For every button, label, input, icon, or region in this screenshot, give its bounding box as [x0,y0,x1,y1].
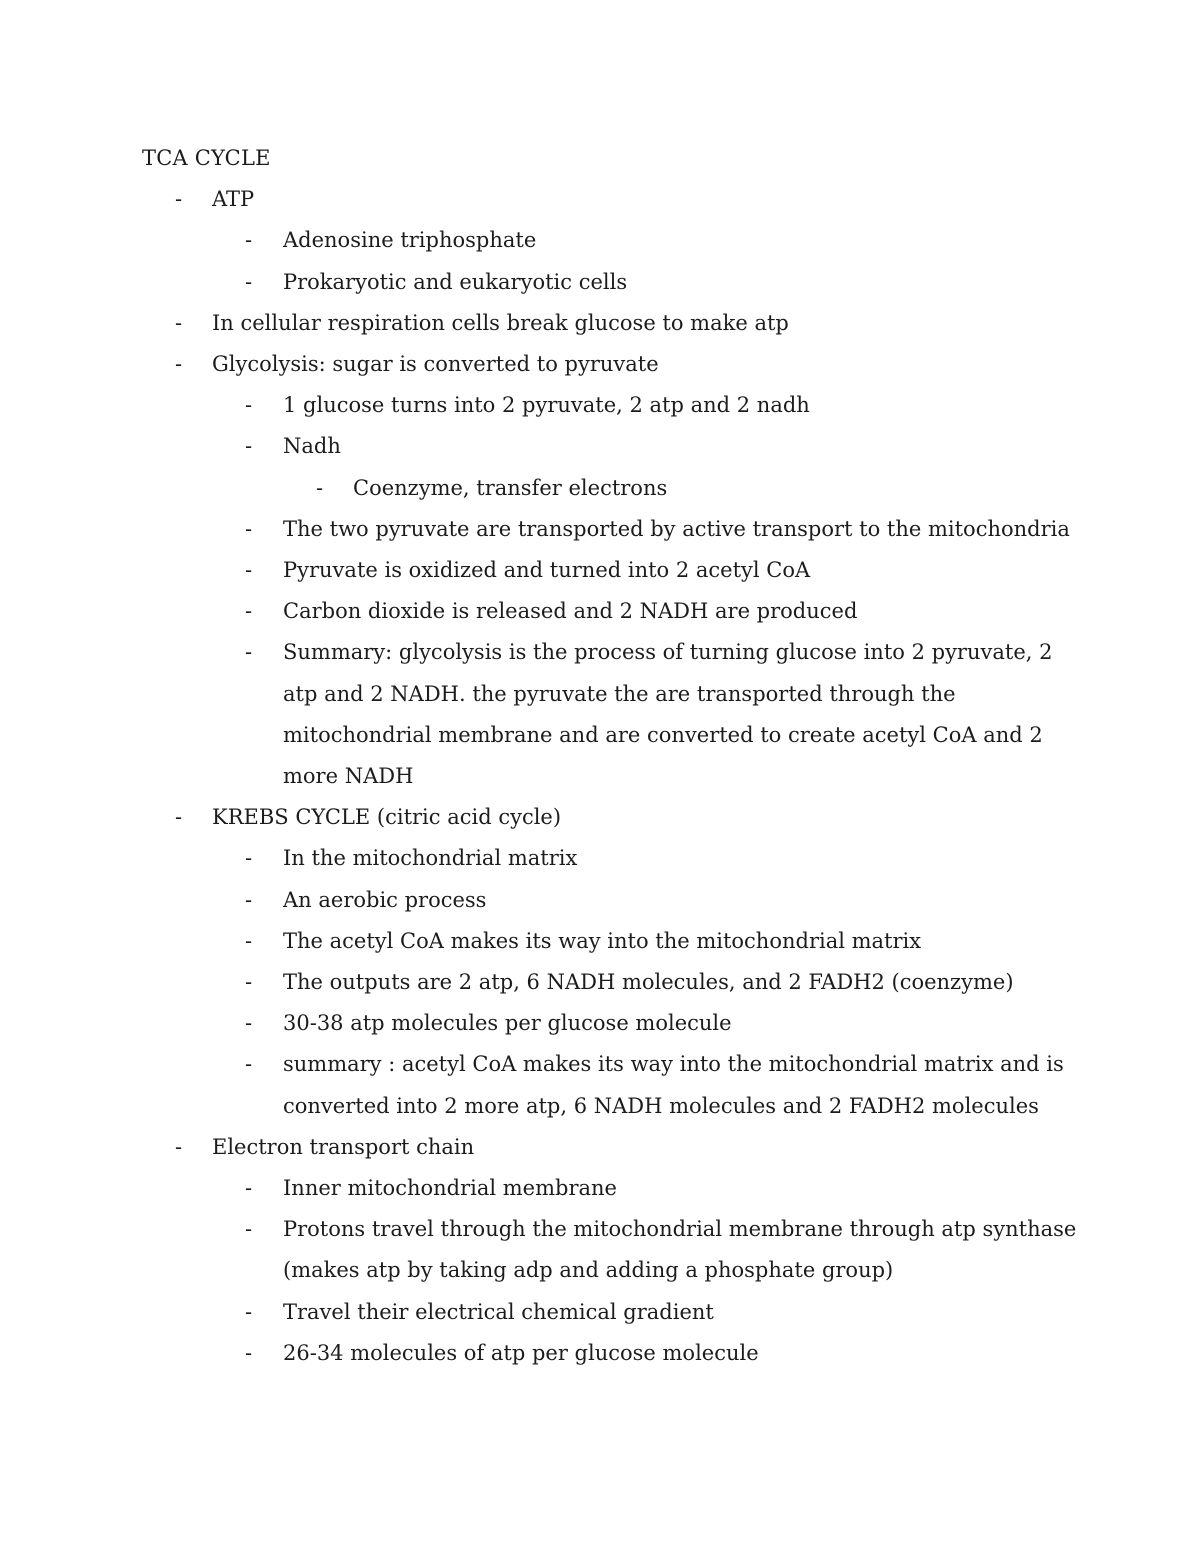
list-item-text: The acetyl CoA makes its way into the mitochondrial matrix [283,928,922,953]
list-item-text: 30-38 atp molecules per glucose molecule [283,1011,732,1036]
list-item [142,1127,1082,1168]
bullet-dash: - [245,599,253,624]
bullet-dash: - [175,187,183,212]
list-item [142,838,1082,879]
bullet-dash: - [175,352,183,377]
bullet-dash: - [245,928,253,953]
list-item [142,1209,1082,1291]
bullet-dash: - [245,1176,253,1201]
list-item [142,632,1082,797]
list-item-text: In the mitochondrial matrix [283,846,578,871]
list-item-text: KREBS CYCLE (citric acid cycle) [212,805,562,830]
list-item-text: Carbon dioxide is released and 2 NADH are produced [283,599,858,624]
list-item-text: ATP [212,187,255,212]
bullet-dash: - [175,805,183,830]
list-item [142,921,1082,962]
list-item-text: An aerobic process [283,887,487,912]
list-item-text: 1 glucose turns into 2 pyruvate, 2 atp and 2 nadh [283,393,810,418]
list-item [142,1168,1082,1209]
list-item-text: summary : acetyl CoA makes its way into the mitochondrial matrix and is converted into 2 more atp, 6 NADH molecules and 2 FADH2 molecules [283,1052,1064,1118]
bullet-dash: - [245,1052,253,1077]
bullet-dash: - [245,640,253,665]
list-item [142,1292,1082,1333]
list-item [142,962,1082,1003]
list-item-text: Summary: glycolysis is the process of turning glucose into 2 pyruvate, 2 atp and 2 NADH. the pyruvate the are transported through the mitochondrial membrane and are converted to create acetyl CoA and 2 more NADH [283,640,1053,789]
notes-content [142,138,1082,1374]
list-item [142,262,1082,303]
list-item-text: Glycolysis: sugar is converted to pyruvate [212,352,659,377]
bullet-dash: - [245,1011,253,1036]
list-item-text: Coenzyme, transfer electrons [353,475,668,500]
list-item [142,1003,1082,1044]
bullet-dash: - [245,558,253,583]
list-item [142,1333,1082,1374]
bullet-dash: - [175,1134,183,1159]
bullet-dash: - [245,1340,253,1365]
list-item [142,220,1082,261]
bullet-dash: - [316,475,324,500]
bullet-dash: - [175,310,183,335]
page-title: TCA CYCLE [142,146,271,170]
bullet-dash: - [245,1299,253,1324]
bullet-dash: - [245,228,253,253]
list-item-text: Electron transport chain [212,1134,475,1159]
bullet-dash: - [245,970,253,995]
list-item-text: Protons travel through the mitochondrial membrane through atp synthase (makes atp by taking adp and adding a phosphate group) [283,1217,1077,1283]
list-item [142,797,1082,838]
bullet-dash: - [245,887,253,912]
list-item-text: Travel their electrical chemical gradient [283,1299,714,1324]
list-item [142,550,1082,591]
list-item [142,1044,1082,1126]
list-item [142,591,1082,632]
list-item-text: Prokaryotic and eukaryotic cells [283,269,628,294]
list-item-text: Adenosine triphosphate [283,228,537,253]
list-item-text: The two pyruvate are transported by active transport to the mitochondria [283,516,1070,541]
bullet-dash: - [245,269,253,294]
bullet-dash: - [245,846,253,871]
bullet-dash: - [245,1217,253,1242]
list-item [142,179,1082,220]
bullet-dash: - [245,434,253,459]
list-item [142,468,1082,509]
list-item [142,303,1082,344]
list-item-text: Pyruvate is oxidized and turned into 2 acetyl CoA [283,558,811,583]
list-item [142,344,1082,385]
list-item-text: Inner mitochondrial membrane [283,1176,617,1201]
list-item [142,426,1082,467]
list-item-text: In cellular respiration cells break glucose to make atp [212,310,789,335]
list-item [142,385,1082,426]
list-item-text: The outputs are 2 atp, 6 NADH molecules, and 2 FADH2 (coenzyme) [283,970,1014,995]
list-item [142,880,1082,921]
list-item-text: 26-34 molecules of atp per glucose molecule [283,1340,759,1365]
bullet-dash: - [245,516,253,541]
bullet-list [142,179,1082,1374]
list-item-text: Nadh [283,434,341,459]
list-item [142,509,1082,550]
bullet-dash: - [245,393,253,418]
